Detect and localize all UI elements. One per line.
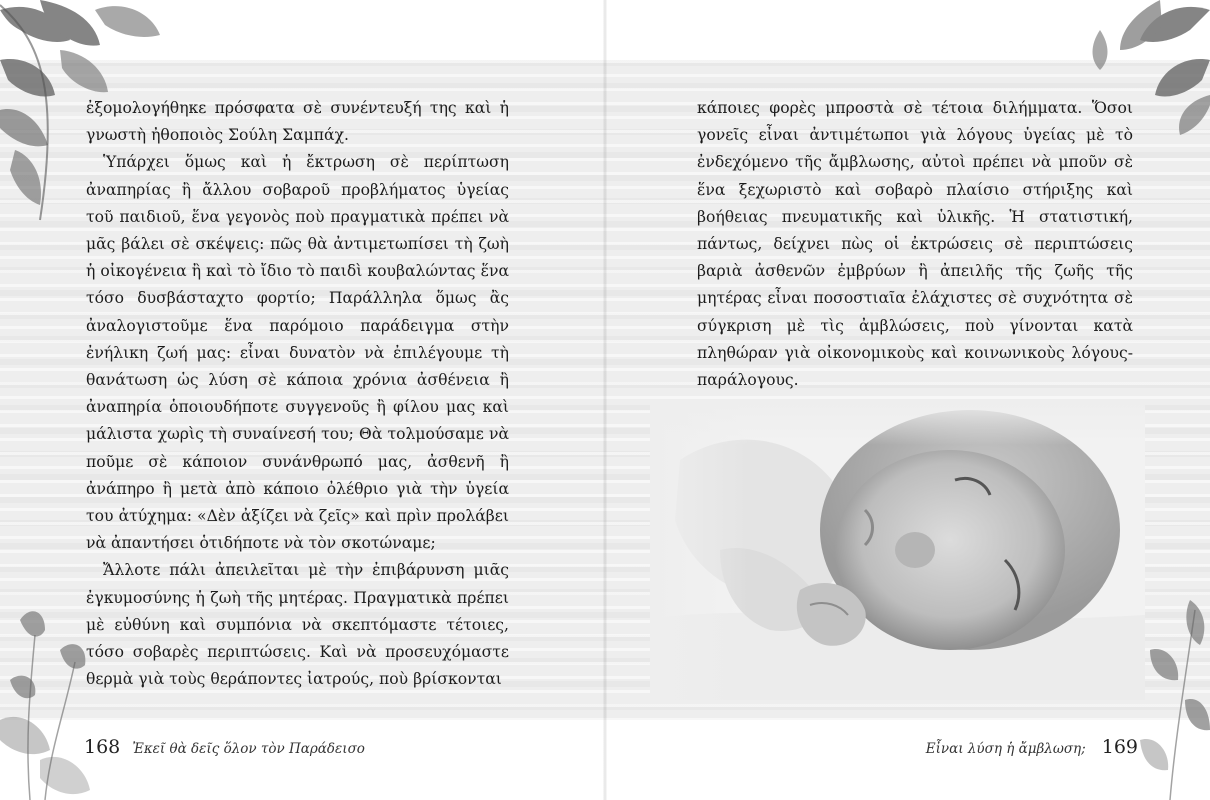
paragraph: ἐξομολογήθηκε πρόσφατα σὲ συνέντευξή της καὶ ἡ γνωστὴ ἠθοποιὸς Σούλη Σαμπάχ. — [86, 99, 509, 145]
book-gutter — [603, 0, 607, 800]
right-page-body — [697, 95, 1133, 394]
page-number: 169 — [1101, 736, 1138, 758]
running-title: Εἶναι λύση ἡ ἄμβλωση; — [925, 741, 1086, 757]
left-page-body — [86, 95, 509, 693]
sleeping-baby-photo — [650, 400, 1145, 700]
right-page-footer — [926, 736, 1138, 758]
paragraph: Ὑπάρχει ὅμως καὶ ἡ ἔκτρωση σὲ περίπτωση ἀναπηρίας ἢ ἄλλου σοβαροῦ προβλήματος ὑγείας τοῦ παιδιοῦ, ἕνα γεγονὸς ποὺ πραγματικὰ πρέπει νὰ μᾶς βάλει σὲ σκέψεις: πῶς θὰ ἀντιμετωπίσει τὴ ζωὴ ἡ οἰκογένεια ἢ καὶ τὸ ἴδιο τὸ παιδὶ κουβαλώντας ἕνα τόσο δυσβάσταχτο φορτίο; Παράλληλα ὅμως ἂς ἀναλογιστοῦμε ἕνα παρόμοιο παράδειγμα στὴν ἐνήλικη ζωή μας: εἶναι δυνατὸν νὰ ἐπιλέγουμε τὴ θανάτωση ὡς λύση σὲ κάποια χρόνια ἀσθένεια ἢ ἀναπηρία ὁποιουδήποτε συγγενοῦς ἢ φίλου μας καὶ μάλιστα χωρὶς τὴ συναίνεσή του; Θὰ τολμούσαμε νὰ ποῦμε σὲ κάποιον συνάνθρωπό μας, ἀσθενῆ ἢ ἀνάπηρο ἢ μετὰ ἀπὸ κάποιο ὀλέθριο γιὰ τὴν ὑγεία του ἀτύχημα: «Δὲν ἀξίζει νὰ ζεῖς» καὶ πρὶν προλάβει νὰ ἀπαντήσει ὁτιδήποτε νὰ τὸν σκοτώναμε; — [86, 153, 509, 553]
paragraph: κάποιες φορὲς μπροστὰ σὲ τέτοια διλήμματα. Ὅσοι γονεῖς εἶναι ἀντιμέτωποι γιὰ λόγους ὑγείας μὲ τὸ ἐνδεχόμενο τῆς ἄμβλωσης, αὐτοὶ πρέπει νὰ μποῦν σὲ ἕνα ξεχωριστὸ καὶ σοβαρὸ πλαίσιο στήριξης καὶ βοήθειας πνευματικῆς καὶ ὑλικῆς. Ἡ στατιστική, πάντως, δείχνει πὼς οἱ ἐκτρώσεις σὲ περιπτώσεις βαριὰ ἀσθενῶν ἐμβρύων ἢ ἀπειλῆς τῆς ζωῆς τῆς μητέρας εἶναι ποσοστιαῖα ἐλάχιστες σὲ συχνότητα σὲ σύγκριση μὲ τὶς ἀμβλώσεις, ποὺ γίνονται κατὰ πληθώραν γιὰ οἰκονομικοὺς καὶ κοινωνικοὺς λόγους-παράλογους. — [697, 99, 1133, 390]
paragraph: Ἄλλοτε πάλι ἀπειλεῖται μὲ τὴν ἐπιβάρυνση μιᾶς ἐγκυμοσύνης ἡ ζωὴ τῆς μητέρας. Πραγματικὰ πρέπει μὲ εὐθύνη καὶ συμπόνια νὰ σκεπτόμαστε τέτοιες, τόσο σοβαρὲς περιπτώσεις. Καὶ νὰ προσευχόμαστε θερμὰ γιὰ τοὺς θεράποντες ἰατρούς, ποὺ βρίσκονται — [86, 561, 509, 689]
page-number: 168 — [84, 736, 121, 758]
running-title: Ἐκεῖ θὰ δεῖς ὅλον τὸν Παράδεισο — [132, 741, 365, 757]
left-page-footer — [84, 736, 365, 758]
